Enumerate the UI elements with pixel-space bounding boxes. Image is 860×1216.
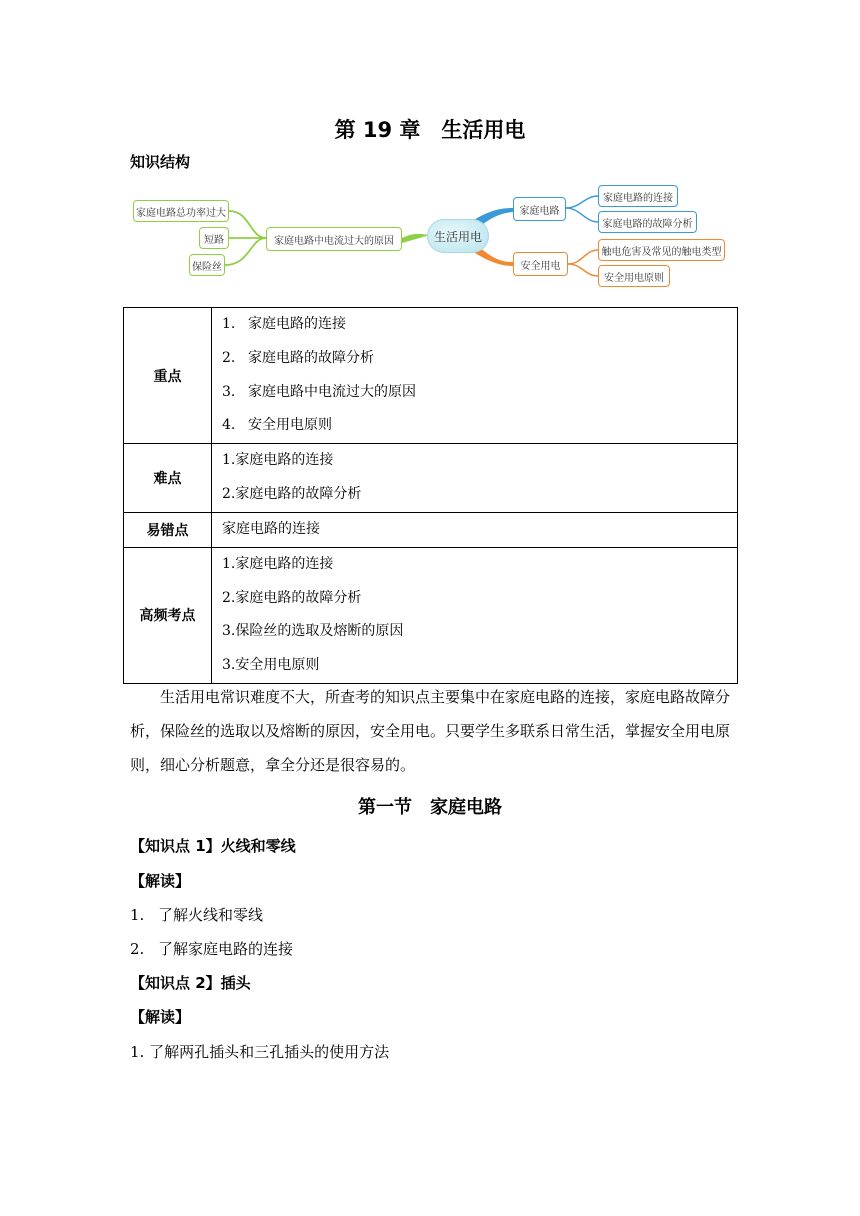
list-item: 1. 了解两孔插头和三孔插头的使用方法 xyxy=(130,1043,390,1061)
structure-heading: 知识结构 xyxy=(130,153,191,171)
chapter-title: 第 19 章 生活用电 xyxy=(334,118,526,142)
list-item: 1. 了解火线和零线 xyxy=(130,906,264,924)
key-points-table xyxy=(123,307,738,684)
kp1-heading: 【知识点 1】火线和零线 xyxy=(130,837,296,855)
table-row xyxy=(124,308,738,444)
mm-node-fuse: 保险丝 xyxy=(189,254,225,276)
list-item: 1. 家庭电路的连接 xyxy=(222,316,346,333)
list-item: 3.安全用电原则 xyxy=(222,656,320,673)
section-title: 第一节 家庭电路 xyxy=(358,797,502,818)
list-item: 3.保险丝的选取及熔断的原因 xyxy=(222,623,404,640)
list-item: 家庭电路的连接 xyxy=(222,521,320,537)
row-label-error-prone: 易错点 xyxy=(124,513,212,548)
list-item: 2.家庭电路的故障分析 xyxy=(222,486,362,502)
mm-node-home-circuit: 家庭电路 xyxy=(513,197,566,221)
kp1-interp-label: 【解读】 xyxy=(130,872,191,890)
mm-node-fault-analysis: 家庭电路的故障分析 xyxy=(598,211,697,233)
mm-node-overcurrent-causes: 家庭电路中电流过大的原因 xyxy=(266,227,402,251)
table-row xyxy=(124,444,738,513)
row-label-frequent: 高频考点 xyxy=(124,547,212,683)
row-content-key xyxy=(212,308,738,444)
mm-node-total-power: 家庭电路总功率过大 xyxy=(133,200,229,222)
mm-node-short-circuit: 短路 xyxy=(199,227,229,249)
list-item: 2. 了解家庭电路的连接 xyxy=(130,940,294,958)
list-item: 2.家庭电路的故障分析 xyxy=(222,589,362,606)
kp2-interp-label: 【解读】 xyxy=(130,1008,191,1026)
list-item: 4. 安全用电原则 xyxy=(222,417,332,434)
summary-paragraph: 生活用电常识难度不大，所查考的知识点主要集中在家庭电路的连接，家庭电路故障分析，保险丝的选取以及熔断的原因，安全用电。只要学生多联系日常生活，掌握安全用电原则，细心分析题意，拿全分还是很容易的。 xyxy=(130,688,731,774)
table-row xyxy=(124,547,738,683)
row-content-frequent xyxy=(212,547,738,683)
list-item: 2. 家庭电路的故障分析 xyxy=(222,349,374,366)
row-label-key: 重点 xyxy=(124,308,212,444)
mm-node-safe-electricity: 安全用电 xyxy=(513,252,568,276)
mm-center-node: 生活用电 xyxy=(427,219,489,253)
mm-node-circuit-connection: 家庭电路的连接 xyxy=(598,185,678,207)
mind-map-connectors xyxy=(0,0,860,300)
kp2-heading: 【知识点 2】插头 xyxy=(130,974,251,992)
mm-node-shock-types: 触电危害及常见的触电类型 xyxy=(598,239,725,261)
list-item: 3. 家庭电路中电流过大的原因 xyxy=(222,383,416,400)
mm-node-safety-rules: 安全用电原则 xyxy=(598,265,670,287)
row-label-difficult: 难点 xyxy=(124,444,212,513)
table-row xyxy=(124,513,738,548)
row-content-difficult xyxy=(212,444,738,513)
list-item: 1.家庭电路的连接 xyxy=(222,555,334,572)
list-item: 1.家庭电路的连接 xyxy=(222,452,334,469)
row-content-error-prone xyxy=(212,513,738,548)
